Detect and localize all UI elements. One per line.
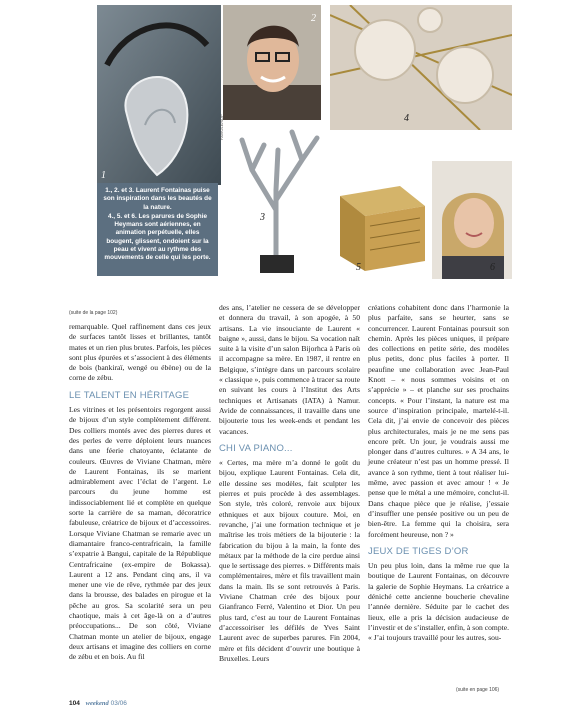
text-column-1 [69,322,211,663]
photo-pendant-necklace [97,5,221,185]
text-column-2 [219,303,360,664]
photo-number-6: 6 [490,262,495,273]
photo-number-1: 1 [101,170,106,181]
photo-gold-box [330,176,432,280]
photo-silver-tree [222,120,330,278]
pendant-illustration [97,5,221,185]
continued-from: (suite de la page 102) [69,310,118,316]
tree-illustration [222,120,330,278]
portrait-illustration [223,5,321,120]
photo-number-4: 4 [404,113,409,124]
magazine-name: weekend [85,700,109,707]
photo-credit: FAVIOLE/SDP [219,114,224,140]
col3-paragraph-2: Un peu plus loin, dans la même rue que la boutique de Laurent Fontainas, on découvre la galerie de Sophie Heymans. La créatrice a déniché cette ancienne boucherie chevaline l’année dernière. Séduite par le cachet des lieux, elle a pris la décision audacieuse de l’investir et de s’installer, enfin, à son compte. « J’ai toujours travaillé pour les autres, sou- [368,561,509,643]
col1-paragraph-2: Les vitrines et les présentoirs regorgent aussi de bijoux d’un style complètement différent. Des colliers montés avec des pierres dures et des perles de verre déploient leurs nuances dans une féerie chatoyante, éclatante de couleurs. Œuvres de Viviane Chatman, mère de Laurent Fontainas, ils se marient admirablement avec l’éclat de l’argent. Le parcours du jeune homme est indissociablement lié et complète en quelque sorte la carrière de sa maman, décoratrice fabuleuse, créatrice de bijoux et d’accessoires. Lorsque Viviane Chatman se remarie avec un diamantaire franco-centrafricain, la famille s’expatrie à Bangui, capitale de la République Centrafricaine (ex-empire de Bokassa). Laurent a 12 ans. Pendant cinq ans, il va mener une vie de rêve, rythmée par des jeux dans la brousse, des balades en pirogue et la pêche au gros. Sa scolarité sera un peu chaotique, mais à cet âge-là on a d’autres préoccupations... De son côté, Viviane Chatman monte un atelier de bijoux, engage deux artisans et imagine des colliers en corne de zébu et en bois. Au fil [69,405,211,662]
page-footer [69,700,127,707]
issue-number: 03/06 [110,700,127,707]
beads-illustration [330,5,512,130]
heading-le-talent: LE TALENT EN HÉRITAGE [69,389,190,401]
heading-chi-va-piano: CHI VA PIANO... [219,442,293,454]
col2-paragraph-1: des ans, l’atelier ne cessera de se développer et donnera du travail, à son apogée, à 50 artisans. La vie insouciante de Laurent « baigne », aussi, dans le bijou. Sa vocation naît suite à la visite d’un salon Bijorhca à Paris où il accompagne sa mère. En 1987, il rentre en Belgique, s’intègre dans un parcours scolaire « classique », puis commence à tracer sa route en suivant les cours à l’Institut des Arts techniques et Artisanats (IATA) à Namur. Avide de connaissances, il travaille dans une bijouterie tous les week-ends et pendant les vacances. [219,303,360,436]
text-column-3 [368,303,509,644]
col1-paragraph-1: remarquable. Quel raffinement dans ces jeux de surfaces tantôt lisses et brillantes, tantôt mates et un rien plus brutes. Parfois, les pièces sont plus épurées et s’associent à des éléments de bois (bankiraï, wengé ou ébène) ou de la corne de zébu. [69,322,211,383]
caption-1: 1., 2. et 3. Laurent Fontainas puise son inspiration dans les beautés de la nature. [103,187,212,211]
photo-number-2: 2 [311,13,316,24]
portrait-sophie-illustration [432,161,512,279]
photo-portrait-sophie [432,161,512,279]
photo-number-5: 5 [356,262,361,273]
caption-2: 4., 5. et 6. Les parures de Sophie Heymans sont aériennes, en animation perpétuelle, elles bougent, glissent, ondoient sur la peau et vivent au rythme des mouvements de celle qui les porte. [104,212,211,262]
photo-number-3: 3 [260,212,265,223]
box-illustration [330,176,432,280]
continued-on: (suite en page 106) [456,687,500,693]
photo-glass-beads [330,5,512,130]
heading-jeux-de-tiges: JEUX DE TIGES D’OR [368,545,469,557]
page-number: 104 [69,700,80,707]
col2-paragraph-2: « Certes, ma mère m’a donné le goût du bijou, explique Laurent Fontainas. Cela dit, elle dessine ses modèles, fait sculpter les pierres et puis procède à des assemblages. Son style, très coloré, renvoie aux bijoux ethniques et aux bijoux couture. Moi, en revanche, j’ai une formation technique et je maîtrise les trois métiers de la bijouterie : la fabrication du bijou à la main, la fonte des métaux par la méthode de la cire perdue ainsi que le sertissage des pierres. » Différents mais complémentaires, mère et fils travaillent main dans la main. Ils se sont retrouvés à Paris. Viviane Chatman crée des bijoux pour Gianfranco Ferré, Valentino et Dior. Un peu plus tard, c’est au tour de Laurent Fontainas d’accessoiriser les défilés de Yves Saint Laurent avec de superbes parures. Fin 2004, mère et fils décident d’ouvrir une boutique à Bruxelles. Leurs [219,458,360,663]
photo-portrait-laurent [223,5,321,120]
photo-caption-box [97,183,218,276]
col3-paragraph-1: créations cohabitent donc dans l’harmonie la plus parfaite, sans se heurter, sans se concurrencer. Laurent Fontainas poursuit son chemin. Après les pièces uniques, il prépare des collections en petite série, des modèles plus petits, donc plus faciles à porter. Il peaufine une collaboration avec Jean-Paul Knott – « nous sommes voisins et on s’apprécie » – et planche sur ses prochains concepts. « Pour l’instant, la nature est ma source d’inspiration principale, martelé-t-il. Cela dit, j’ai envie de concevoir des pièces plus architecturales, mais je ne me sens pas encore prêt. Un jour, je voudrais aussi me plonger dans d’autres cultures. » A 34 ans, le jeune créateur n’est pas un homme pressé. Il avance à son rythme, tient à tout réaliser lui-même, avec passion et avec amour ! « Je pense que le métal a une mémoire, conclut-il. Dans chaque pièce que je réalise, j’essaie d’insuffler une pensée positive ou un peu de bien-être. La femme qui la choisira, sera forcément heureuse, non ? » [368,303,509,539]
